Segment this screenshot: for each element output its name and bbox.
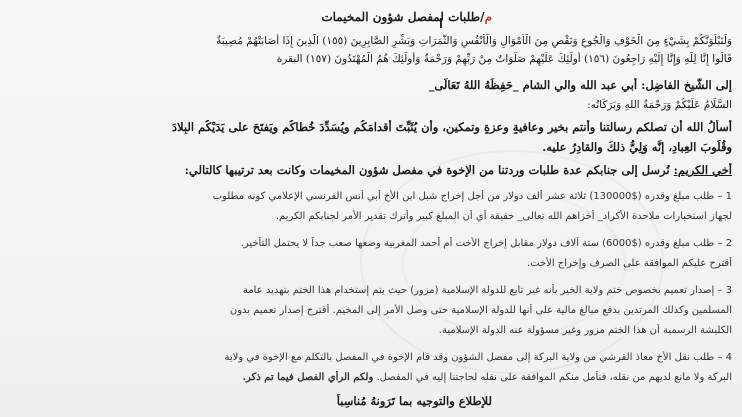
greeting-line: السَّلَامُ عَلَيْكُمْ وَرَحْمَةُ اللهِ وَبَرَكَاتُه:	[587, 99, 732, 111]
item-4-line-2	[242, 371, 732, 385]
intro-label: أخي الكريم:	[673, 163, 732, 177]
title-text: /طلبات لمفصل شؤون المخيمات	[321, 10, 485, 24]
item-3-line-3: الكليشة الرسمية أن هذا الختم مزور وغير مسؤولة عنه الدولة الإسلامية.	[438, 325, 732, 336]
item-4-text: البركة ولا مانع لديهم من نقله، فنأمل منكم الموافقة على نقله لحاجتنا إليه في المفصل.	[373, 372, 732, 383]
item-4-conclusion: ولكم الرأي الفصل فيما تم ذكر.	[242, 372, 374, 383]
addressee-line: إلى الشَّيخ الفاضِل: أبي عبد الله والي الشام _حَفِظَهُ اللهُ تَعَالَى_	[428, 78, 732, 92]
intro-text: نُرسل إلى جنابكم عدة طلبات وردتنا من الإخوة في مفصل شؤون المخيمات وكانت بعد ترتيبها كالتالي:	[184, 163, 674, 177]
item-1-line-1: 1 – طلب مبلغ وقدره ($130000) ثلاثة عشر ألف دولار من أجل إخراج شبل ابن الأخ أبي أنس الفرنسي الإعلامي كونه مطلوب	[212, 191, 732, 202]
verse-line-2: قَالُوا إِنَّا لِلَّهِ وَإِنَّا إِلَيْهِ رَاجِعُونَ (١٥٦) أُولَئِكَ عَلَيْهِمْ صَلَوَاتٌ مِنْ رَبِّهِمْ وَرَحْمَةٌ وَأُولَئِكَ هُمُ الْمُهْتَدُونَ (١٥٧) البقرة	[276, 53, 732, 65]
item-3-line-2: المسلمين وكذلك المرتدين بدفع مبالغ مالية على أنها للدولة الإسلامية حتى وصل الأمر إلى المخيم. أقترح إصدار تعميم بدون	[229, 305, 732, 316]
closing-line: للإطلاع والتوجيه بما تَرَونهُ مُناسِباً	[336, 394, 492, 408]
prayer-line-2: وقُلُوبَ العِبادِ، إنَّه وَلِيُّ ذلكَ والقادِرُ عليه.	[542, 140, 732, 154]
item-2-line-2: أقترح عليكم الموافقة على الصرف وإخراج الأخت.	[526, 258, 732, 269]
item-3-line-1: 3 – إصدار تعميم بخصوص ختم ولاية الخير بأنه غير تابع للدولة الإسلامية (مزور) حيث يتم إستخدام هذا الختم بتهديد عامة	[242, 285, 732, 296]
item-1-line-2: لجهاز استخبارات ملاحدة الأكراد_ أخزاهم الله تعالى_ حقيقة أي أن المبلغ كبير وأترك تقدير الأمر لجنابكم الكريم.	[275, 211, 732, 222]
title-mark: م	[484, 10, 492, 24]
document-title	[321, 10, 492, 24]
item-4-line-1: 4 – طلب نقل الأخ معاذ القرشي من ولاية البركة إلى مفصل الشؤون وقد قام الإخوة في المفصل بالتكلم مع الإخوة في ولاية	[224, 352, 732, 363]
prayer-line-1: أسألُ الله أن تصلكم رسالتنا وأنتم بخيرٍ وعافيةٍ وعزةٍ وتمكينٍ، وأن يُثَبِّتَ أقدامَكُم ويُسَدِّدَ خُطاكُم ويَفتَحَ على يَدَيْكُم البِلادَ	[171, 120, 732, 134]
verse-line-1: وَلَنَبْلُوَنَّكُمْ بِشَيْءٍ مِنَ الْخَوْفِ وَالْجُوعِ وَنَقْصٍ مِنَ الْأَمْوَالِ وَالْأَنْفُسِ وَالثَّمَرَاتِ وَبَشِّرِ الصَّابِرِينَ (١٥٥) الَّذِينَ إِذَا أَصَابَتْهُمْ مُصِيبَةٌ	[216, 35, 732, 47]
intro-line	[185, 163, 732, 177]
item-2-line-1: 2 – طلب مبلغ وقدره ($6000) ستة آلاف دولار مقابل إخراج الأخت أم أحمد المغربية وضعها صعب جداً لا يحتمل التأخير.	[240, 238, 732, 249]
